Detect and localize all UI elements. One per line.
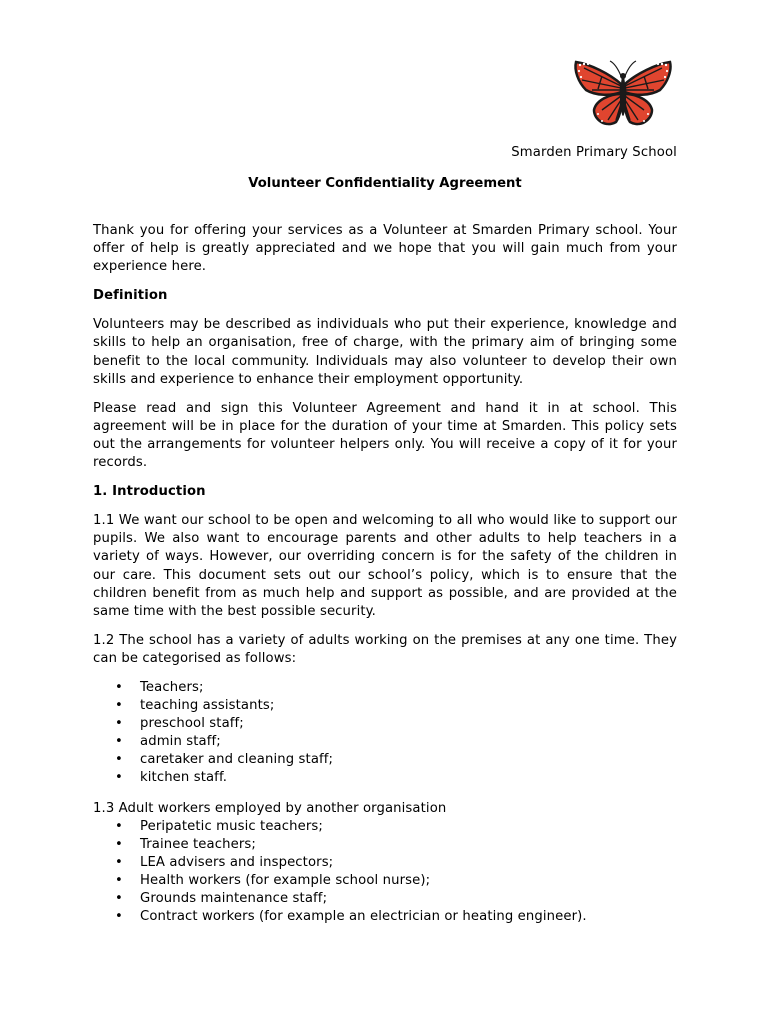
paragraph-1-3: 1.3 Adult workers employed by another organisation — [93, 800, 447, 816]
list-item: • Peripatetic music teachers; — [115, 818, 323, 834]
staff-list — [93, 679, 677, 788]
definition-paragraph: Volunteers may be described as individuals who put their experience, knowledge and skills to help an organisation, free of charge, with the primary aim of bringing some benefit to the local community. Individuals may also volunteer to develop their own skills and experience to enhance their employment opportunity. — [93, 317, 677, 387]
list-item: • teaching assistants; — [115, 698, 275, 714]
school-name: Smarden Primary School — [511, 145, 677, 160]
list-item: • Health workers (for example school nurse); — [115, 872, 431, 888]
section-1-heading: 1. Introduction — [93, 484, 206, 500]
list-item: • Contract workers (for example an electrician or heating engineer). — [115, 909, 587, 925]
list-item: • Grounds maintenance staff; — [115, 891, 328, 906]
list-item: • caretaker and cleaning staff; — [115, 752, 334, 768]
definition-heading: Definition — [93, 288, 168, 304]
paragraph-1-2: 1.2 The school has a variety of adults working on the premises at any one time. They can be categorised as follows: — [93, 632, 677, 666]
list-item: • Trainee teachers; — [115, 836, 256, 852]
external-workers-list — [93, 818, 677, 927]
document-title: Volunteer Confidentiality Agreement — [248, 176, 522, 191]
document-body — [93, 222, 677, 926]
please-read-paragraph: Please read and sign this Volunteer Agreement and hand it in at school. This agreement will be in place for the duration of your time at Smarden. This policy sets out the arrangements for volunteer helpers only. You will receive a copy of it for your records. — [93, 400, 677, 471]
list-item: • Teachers; — [115, 679, 204, 695]
list-item: • LEA advisers and inspectors; — [115, 854, 334, 870]
intro-paragraph: Thank you for offering your services as a Volunteer at Smarden Primary school. Your offer of help is greatly appreciated and we hope that you will gain much from your experience here. — [93, 223, 677, 275]
list-item: • kitchen staff. — [115, 770, 228, 786]
paragraph-1-1: 1.1 We want our school to be open and welcoming to all who would like to support our pupils. We also want to encourage parents and other adults to help teachers in a variety of ways. However, our overriding concern is for the safety of the children in our care. This document sets out our school’s policy, which is to ensure that the children benefit from as much help and support as possible, and are provided at the same time with the best possible security. — [93, 513, 677, 619]
list-item: • preschool staff; — [115, 716, 244, 732]
list-item: • admin staff; — [115, 734, 221, 750]
butterfly-icon — [572, 56, 676, 132]
